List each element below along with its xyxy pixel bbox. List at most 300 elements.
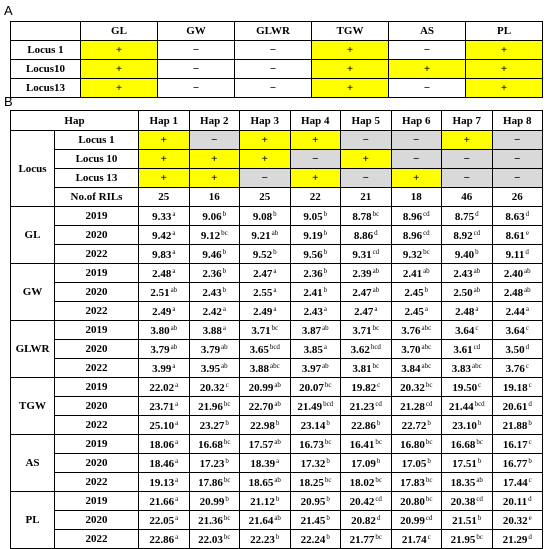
significance-letter: ab <box>221 361 228 370</box>
trait-value-cell <box>240 245 291 264</box>
locus-label: Locus 1 <box>11 41 81 60</box>
trait-value: 19.13 <box>149 476 175 489</box>
trait-value: 17.32 <box>300 457 326 470</box>
significance-letter: ab <box>170 323 178 332</box>
effect-cell: − <box>158 60 235 79</box>
trait-value-cell <box>391 454 442 473</box>
trait-value: 3.71 <box>352 324 372 337</box>
trait-value-cell <box>189 511 240 530</box>
significance-letter: a <box>222 323 226 332</box>
trait-value-cell <box>442 245 493 264</box>
rils-count: 26 <box>492 188 543 207</box>
significance-letter: b <box>225 456 229 465</box>
significance-letter: ab <box>524 285 531 294</box>
trait-value-cell <box>189 302 240 321</box>
trait-value-cell <box>442 264 493 283</box>
significance-letter: b <box>275 418 280 427</box>
significance-letter: b <box>222 209 227 218</box>
trait-label: PL <box>11 492 55 549</box>
locus-label: Locus13 <box>11 79 81 98</box>
table-row <box>11 245 543 264</box>
hap-header: Hap <box>11 111 139 131</box>
significance-letter: b <box>323 209 328 218</box>
significance-letter: c <box>525 361 529 370</box>
trait-value: 21.23 <box>349 400 375 413</box>
significance-letter: ab <box>170 285 178 294</box>
trait-value: 17.86 <box>198 476 223 489</box>
trait-value: 18.02 <box>349 476 375 489</box>
significance-letter: a <box>273 266 277 275</box>
trait-value: 22.23 <box>250 533 275 546</box>
trait-value: 21.44 <box>448 400 474 413</box>
trait-value-cell <box>139 378 190 397</box>
trait-value: 23.14 <box>300 419 326 432</box>
trait-value: 21.12 <box>250 495 275 508</box>
significance-letter: ab <box>322 361 329 370</box>
trait-value-cell <box>391 397 442 416</box>
trait-value-cell <box>391 359 442 378</box>
significance-letter: bc <box>476 437 483 446</box>
trait-value-cell <box>189 340 240 359</box>
trait-value: 17.23 <box>199 457 225 470</box>
effect-cell: + <box>466 60 543 79</box>
table-row <box>11 169 543 188</box>
year-label: 2019 <box>55 321 139 340</box>
trait-value-cell <box>391 245 442 264</box>
table-a-header-row <box>11 22 543 41</box>
significance-letter: a <box>374 304 378 313</box>
significance-letter: a <box>175 380 179 389</box>
trait-header: TGW <box>312 22 389 41</box>
trait-label: TGW <box>11 378 55 435</box>
trait-value: 8.96 <box>402 210 423 223</box>
significance-letter: a <box>276 456 280 465</box>
trait-value: 3.99 <box>152 362 172 375</box>
table-row <box>11 264 543 283</box>
trait-value-cell <box>442 454 493 473</box>
significance-letter: a <box>424 304 428 313</box>
significance-letter: b <box>225 418 229 427</box>
trait-value: 3.61 <box>453 343 473 356</box>
significance-letter: b <box>323 247 328 256</box>
significance-letter: b <box>427 456 431 465</box>
trait-value-cell <box>290 207 341 226</box>
trait-value: 3.64 <box>505 324 525 337</box>
trait-value-cell <box>240 359 291 378</box>
trait-value: 23.10 <box>452 419 477 432</box>
trait-value-cell <box>492 397 543 416</box>
significance-letter: a <box>175 532 179 541</box>
trait-value-cell <box>391 435 442 454</box>
significance-letter: a <box>273 304 277 313</box>
trait-value-cell <box>492 359 543 378</box>
trait-value-cell <box>139 397 190 416</box>
trait-value-cell <box>139 416 190 435</box>
trait-value: 21.28 <box>400 400 425 413</box>
significance-letter: c <box>427 532 431 541</box>
trait-value: 20.80 <box>400 495 425 508</box>
trait-value-cell <box>341 340 392 359</box>
trait-value: 9.40 <box>454 248 475 261</box>
table-row <box>11 340 543 359</box>
allele-cell: − <box>391 150 442 169</box>
effect-cell: + <box>466 79 543 98</box>
year-label: 2019 <box>55 492 139 511</box>
trait-value-cell <box>442 340 493 359</box>
trait-label: GW <box>11 264 55 321</box>
rils-count: 25 <box>139 188 190 207</box>
trait-value-cell <box>391 302 442 321</box>
trait-value-cell <box>391 321 442 340</box>
allele-cell: − <box>442 169 493 188</box>
effect-cell: + <box>81 41 158 60</box>
significance-letter: a <box>172 361 176 370</box>
trait-value: 9.32 <box>402 248 423 261</box>
effect-cell: − <box>158 41 235 60</box>
trait-value: 2.45 <box>404 286 424 299</box>
trait-value-cell <box>139 511 190 530</box>
significance-letter: a <box>475 304 479 313</box>
trait-value: 3.80 <box>150 324 170 337</box>
year-label: 2022 <box>55 530 139 549</box>
trait-value-cell <box>139 245 190 264</box>
trait-value: 3.76 <box>505 362 525 375</box>
trait-value: 9.42 <box>152 229 172 242</box>
table-row <box>11 454 543 473</box>
significance-letter: b <box>326 418 330 427</box>
trait-value: 18.25 <box>299 476 324 489</box>
trait-value: 20.99 <box>400 514 425 527</box>
trait-value-cell <box>290 226 341 245</box>
trait-value: 9.33 <box>152 210 172 223</box>
trait-value: 3.50 <box>505 343 525 356</box>
trait-value-cell <box>442 359 493 378</box>
trait-value: 3.64 <box>455 324 475 337</box>
significance-letter: ab <box>274 513 281 522</box>
significance-letter: abc <box>270 361 280 370</box>
year-label: 2022 <box>55 302 139 321</box>
trait-header: GLWR <box>235 22 312 41</box>
significance-letter: bc <box>423 247 430 256</box>
trait-value-cell <box>240 473 291 492</box>
trait-value: 18.46 <box>149 457 175 470</box>
trait-value-cell <box>341 264 392 283</box>
trait-value: 8.78 <box>352 210 372 223</box>
significance-letter: cd <box>375 399 382 408</box>
trait-value: 3.87 <box>301 324 322 337</box>
allele-cell: + <box>290 169 341 188</box>
trait-value: 22.86 <box>351 419 376 432</box>
significance-letter: bc <box>324 437 332 446</box>
significance-letter: ab <box>271 228 279 237</box>
trait-value: 19.18 <box>502 381 528 394</box>
trait-value-cell <box>442 473 493 492</box>
trait-value-cell <box>442 226 493 245</box>
trait-value: 2.48 <box>455 305 475 318</box>
trait-value: 20.32 <box>199 381 225 394</box>
trait-value: 3.88 <box>202 324 222 337</box>
rils-count: 21 <box>341 188 392 207</box>
trait-value-cell <box>189 226 240 245</box>
significance-letter: ab <box>372 285 380 294</box>
trait-value: 2.39 <box>352 267 372 280</box>
trait-value: 16.77 <box>502 457 528 470</box>
allele-cell: + <box>139 169 190 188</box>
trait-value: 16.80 <box>400 438 425 451</box>
trait-value-cell <box>290 302 341 321</box>
table-a-corner <box>11 22 81 41</box>
trait-value-cell <box>341 473 392 492</box>
year-label: 2022 <box>55 359 139 378</box>
trait-value-cell <box>492 340 543 359</box>
trait-value: 8.75 <box>454 210 475 223</box>
effect-cell: + <box>81 79 158 98</box>
significance-letter: bcd <box>269 342 280 351</box>
significance-letter: bcd <box>370 342 381 351</box>
significance-letter: ab <box>372 266 380 275</box>
significance-letter: bc <box>425 494 433 503</box>
trait-value-cell <box>290 397 341 416</box>
table-row <box>11 530 543 549</box>
trait-value-cell <box>341 245 392 264</box>
significance-letter: b <box>477 513 482 522</box>
trait-value: 3.97 <box>301 362 322 375</box>
significance-letter: a <box>175 399 179 408</box>
trait-value: 17.57 <box>248 438 274 451</box>
trait-value-cell <box>391 226 442 245</box>
significance-letter: cd <box>423 228 430 237</box>
significance-letter: bc <box>324 380 332 389</box>
significance-letter: b <box>326 456 330 465</box>
trait-value: 3.81 <box>352 362 372 375</box>
trait-label: GLWR <box>11 321 55 378</box>
significance-letter: bc <box>223 475 231 484</box>
significance-letter: bc <box>324 475 332 484</box>
significance-letter: e <box>525 228 529 237</box>
effect-cell: + <box>81 60 158 79</box>
trait-value-cell <box>139 226 190 245</box>
significance-letter: bc <box>223 513 231 522</box>
significance-letter: ab <box>221 342 228 351</box>
trait-value-cell <box>290 435 341 454</box>
allele-cell: − <box>341 169 392 188</box>
trait-value-cell <box>391 340 442 359</box>
allele-cell: + <box>341 150 392 169</box>
trait-value: 21.49 <box>297 400 323 413</box>
trait-value: 2.50 <box>453 286 473 299</box>
trait-value: 8.96 <box>402 229 423 242</box>
trait-value-cell <box>442 511 493 530</box>
trait-value-cell <box>189 435 240 454</box>
year-label: 2020 <box>55 397 139 416</box>
effect-cell: − <box>235 79 312 98</box>
trait-value-cell <box>341 397 392 416</box>
trait-value-cell <box>492 321 543 340</box>
trait-value-cell <box>391 416 442 435</box>
allele-cell: + <box>391 169 442 188</box>
trait-value-cell <box>442 378 493 397</box>
table-row <box>11 435 543 454</box>
trait-value: 22.98 <box>250 419 275 432</box>
trait-value: 21.29 <box>502 533 528 546</box>
trait-value: 2.47 <box>354 305 374 318</box>
trait-value-cell <box>139 207 190 226</box>
significance-letter: ab <box>423 266 430 275</box>
trait-value-cell <box>240 435 291 454</box>
hap-column-header: Hap 4 <box>290 111 341 131</box>
trait-value: 16.41 <box>349 438 375 451</box>
trait-value-cell <box>139 283 190 302</box>
significance-letter: d <box>475 209 479 218</box>
trait-value-cell <box>391 378 442 397</box>
trait-value: 22.05 <box>149 514 175 527</box>
trait-value: 17.05 <box>401 457 427 470</box>
trait-value-cell <box>391 530 442 549</box>
significance-letter: cd <box>473 342 481 351</box>
locus-label: Locus10 <box>11 60 81 79</box>
locus-group-label: Locus <box>11 131 55 207</box>
trait-value-cell <box>442 302 493 321</box>
trait-value: 2.43 <box>303 305 323 318</box>
significance-letter: b <box>427 418 431 427</box>
significance-letter: a <box>175 475 179 484</box>
rils-count: 46 <box>442 188 493 207</box>
trait-value: 21.96 <box>198 400 223 413</box>
allele-cell: + <box>240 131 291 150</box>
trait-value-cell <box>240 454 291 473</box>
significance-letter: b <box>225 494 229 503</box>
panel-b-label: B <box>4 94 13 109</box>
trait-value-cell <box>189 264 240 283</box>
rils-count: 22 <box>290 188 341 207</box>
trait-value: 23.27 <box>199 419 225 432</box>
trait-value-cell <box>391 473 442 492</box>
trait-value: 2.51 <box>150 286 170 299</box>
significance-letter: bc <box>223 437 231 446</box>
significance-letter: cd <box>372 247 380 256</box>
significance-letter: bc <box>425 475 433 484</box>
significance-letter: cd <box>425 399 433 408</box>
trait-value-cell <box>240 530 291 549</box>
significance-letter: b <box>477 456 482 465</box>
trait-value-cell <box>391 283 442 302</box>
significance-letter: cd <box>476 494 483 503</box>
trait-value-cell <box>492 511 543 530</box>
trait-value-cell <box>189 245 240 264</box>
trait-value: 20.99 <box>248 381 274 394</box>
trait-header: AS <box>389 22 466 41</box>
significance-letter: a <box>172 228 176 237</box>
significance-letter: bc <box>372 209 380 218</box>
trait-value-cell <box>442 207 493 226</box>
trait-value: 3.84 <box>401 362 421 375</box>
trait-value-cell <box>189 530 240 549</box>
effect-cell: + <box>312 79 389 98</box>
trait-value-cell <box>139 492 190 511</box>
trait-value: 2.41 <box>303 286 323 299</box>
year-label: 2020 <box>55 511 139 530</box>
significance-letter: d <box>525 342 530 351</box>
trait-value: 2.48 <box>152 267 172 280</box>
year-label: 2020 <box>55 454 139 473</box>
trait-value: 3.71 <box>251 324 271 337</box>
trait-value: 21.45 <box>300 514 326 527</box>
trait-value-cell <box>290 473 341 492</box>
hap-column-header: Hap 1 <box>139 111 190 131</box>
trait-value: 8.92 <box>453 229 473 242</box>
significance-letter: a <box>525 304 529 313</box>
table-row <box>11 397 543 416</box>
trait-value: 20.42 <box>349 495 375 508</box>
trait-value-cell <box>442 397 493 416</box>
trait-value-cell <box>492 226 543 245</box>
year-label: 2022 <box>55 245 139 264</box>
trait-value: 9.21 <box>251 229 271 242</box>
trait-value: 20.38 <box>450 495 476 508</box>
hap-column-header: Hap 6 <box>391 111 442 131</box>
trait-value: 21.74 <box>401 533 427 546</box>
allele-cell: − <box>442 150 493 169</box>
significance-letter: c <box>377 380 381 389</box>
trait-value: 17.83 <box>400 476 425 489</box>
significance-letter: ab <box>274 380 281 389</box>
trait-value: 3.70 <box>401 343 421 356</box>
effect-cell: − <box>235 60 312 79</box>
significance-letter: bc <box>221 228 228 237</box>
trait-value-cell <box>139 359 190 378</box>
rils-count: 16 <box>189 188 240 207</box>
trait-value: 9.08 <box>252 210 273 223</box>
trait-value-cell <box>139 454 190 473</box>
trait-value: 8.63 <box>505 210 525 223</box>
trait-value-cell <box>442 416 493 435</box>
significance-letter: c <box>475 323 479 332</box>
trait-value: 20.32 <box>400 381 425 394</box>
trait-value: 17.09 <box>351 457 376 470</box>
allele-cell: − <box>492 150 543 169</box>
significance-letter: ab <box>322 323 329 332</box>
trait-value: 21.51 <box>452 514 477 527</box>
table-row <box>11 41 543 60</box>
significance-letter: b <box>326 494 330 503</box>
panel-a-label: A <box>4 3 13 18</box>
trait-value-cell <box>240 264 291 283</box>
allele-cell: − <box>240 169 291 188</box>
effect-cell: + <box>312 60 389 79</box>
significance-letter: c <box>525 323 529 332</box>
table-b-header-row <box>11 111 543 131</box>
significance-letter: b <box>326 513 330 522</box>
trait-value: 8.61 <box>505 229 525 242</box>
hap-column-header: Hap 3 <box>240 111 291 131</box>
trait-value-cell <box>290 340 341 359</box>
trait-value-cell <box>341 283 392 302</box>
trait-value-cell <box>341 454 392 473</box>
trait-value-cell <box>442 492 493 511</box>
year-label: 2019 <box>55 378 139 397</box>
trait-value: 22.86 <box>149 533 175 546</box>
trait-value: 18.06 <box>149 438 175 451</box>
significance-letter: a <box>172 266 176 275</box>
year-label: 2020 <box>55 226 139 245</box>
trait-value-cell <box>189 321 240 340</box>
trait-value-cell <box>290 321 341 340</box>
allele-cell: + <box>290 131 341 150</box>
trait-value: 3.62 <box>350 343 370 356</box>
trait-value-cell <box>391 264 442 283</box>
trait-value-cell <box>442 321 493 340</box>
effect-cell: + <box>466 41 543 60</box>
